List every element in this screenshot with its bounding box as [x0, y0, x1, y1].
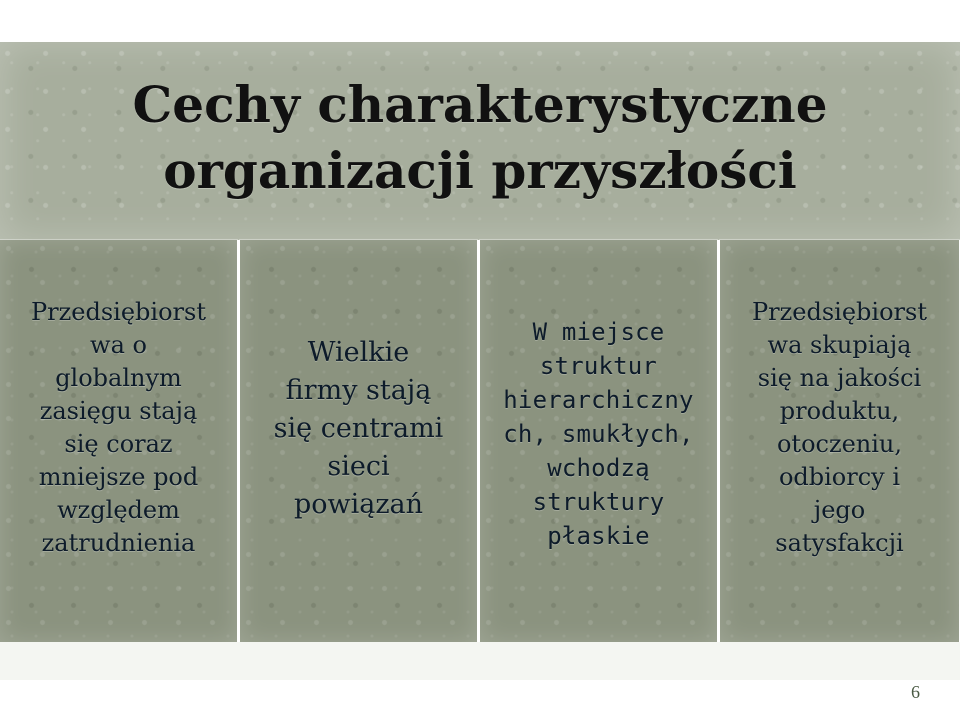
feature-column-1-line-4: zasięgu stają [39, 397, 198, 425]
feature-columns [0, 240, 960, 642]
feature-column-3-line-3: hierarchiczny [503, 386, 694, 414]
feature-column-1-line-7: względem [57, 496, 180, 524]
feature-column-4-line-7: jego [813, 496, 866, 524]
title-box [0, 42, 960, 240]
feature-column-3-line-4: ch, smukłych, [503, 420, 694, 448]
feature-column-1 [0, 240, 237, 642]
feature-column-2 [240, 240, 477, 642]
feature-column-2-line-5: powiązań [293, 489, 424, 520]
title-line-2: organizacji przyszłości [163, 141, 797, 200]
footer-strip [0, 642, 960, 680]
feature-column-1-line-1: Przedsiębiorst [31, 298, 206, 326]
feature-column-3-line-1: W miejsce [532, 318, 665, 346]
feature-column-4-line-6: odbiorcy i [778, 463, 901, 491]
feature-column-2-line-3: się centrami [273, 413, 444, 444]
page-number: 6 [911, 682, 920, 702]
feature-column-3-line-7: płaskie [547, 522, 650, 550]
feature-column-1-line-2: wa o [90, 331, 147, 359]
feature-column-2-line-1: Wielkie [307, 337, 410, 368]
title-line-1: Cechy charakterystyczne [132, 75, 828, 134]
feature-column-3 [480, 240, 717, 642]
feature-column-4-line-1: Przedsiębiorst [752, 298, 927, 326]
feature-column-3-text [480, 315, 717, 553]
feature-column-1-line-6: mniejsze pod [38, 463, 199, 491]
slide-title [0, 42, 960, 204]
feature-column-1-line-5: się coraz [64, 430, 173, 458]
feature-column-4-line-3: się na jakości [757, 364, 922, 392]
feature-column-4-line-2: wa skupiają [767, 331, 912, 359]
feature-column-3-line-2: struktur [539, 352, 658, 380]
feature-column-3-line-6: struktury [532, 488, 665, 516]
feature-column-4-text [720, 296, 959, 560]
feature-column-2-line-4: sieci [327, 451, 390, 482]
feature-column-1-text [0, 296, 237, 560]
feature-column-2-text [240, 334, 477, 524]
feature-column-2-line-2: firmy stają [285, 375, 432, 406]
feature-column-1-line-8: zatrudnienia [41, 529, 196, 557]
feature-column-3-line-5: wchodzą [547, 454, 650, 482]
feature-column-1-line-3: globalnym [55, 364, 182, 392]
feature-column-4-line-4: produktu, [779, 397, 900, 425]
feature-column-4 [720, 240, 959, 642]
feature-column-4-line-5: otoczeniu, [776, 430, 903, 458]
feature-column-4-line-8: satysfakcji [775, 529, 904, 557]
